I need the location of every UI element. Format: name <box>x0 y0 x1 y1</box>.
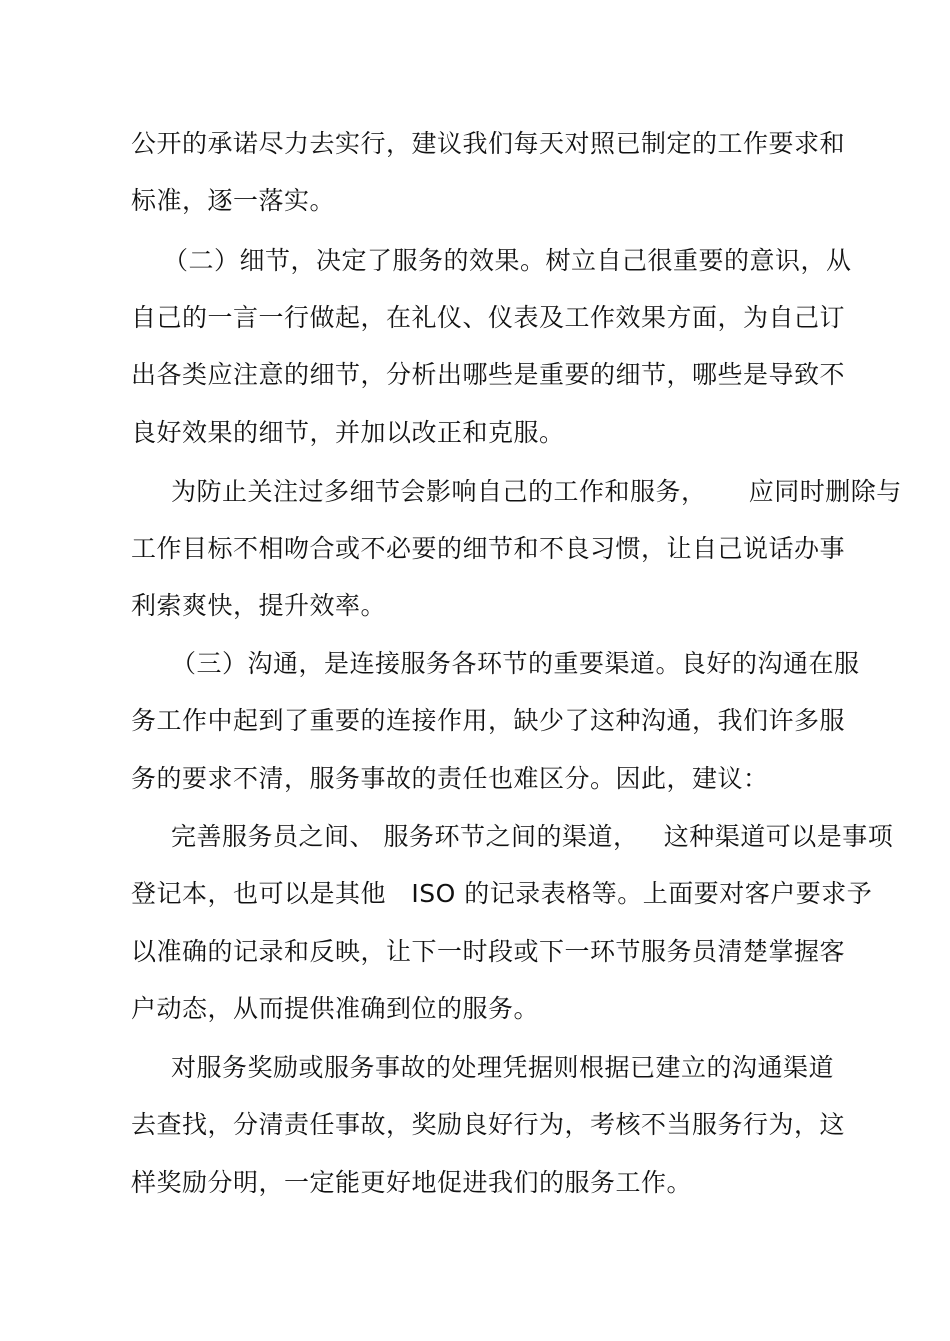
text-line: 样奖励分明，一定能更好地促进我们的服务工作。 <box>131 1168 693 1197</box>
text-line: 务的要求不清，服务事故的责任也难区分。因此，建议： <box>131 764 769 793</box>
text-line: 出各类应注意的细节，分析出哪些是重要的细节，哪些是导致不 <box>131 360 846 389</box>
text-line: 登记本，也可以是其他 ISO 的记录表格等。上面要对客户要求予 <box>131 879 873 908</box>
text-line: 去查找，分清责任事故，奖励良好行为，考核不当服务行为，这 <box>131 1110 846 1139</box>
text-line: 务工作中起到了重要的连接作用，缺少了这种沟通，我们许多服 <box>131 706 846 735</box>
text-line: 自己的一言一行做起，在礼仪、仪表及工作效果方面，为自己订 <box>131 303 846 332</box>
section-heading: （三）沟通，是连接服务各环节的重要渠道。良好的沟通在服 <box>171 649 860 678</box>
text-line: 户动态，从而提供准确到位的服务。 <box>131 994 540 1023</box>
text-line: 标准，逐一落实。 <box>131 186 336 215</box>
text-line: 工作目标不相吻合或不必要的细节和不良习惯，让自己说话办事 <box>131 534 846 563</box>
text-line: 以准确的记录和反映，让下一时段或下一环节服务员清楚掌握客 <box>131 937 846 966</box>
text-line: 对服务奖励或服务事故的处理凭据则根据已建立的沟通渠道 <box>171 1053 835 1082</box>
section-heading: （二）细节，决定了服务的效果。树立自己很重要的意识，从 <box>163 246 852 275</box>
text-line: 为防止关注过多细节会影响自己的工作和服务， 应同时删除与 <box>171 477 902 506</box>
text-line: 完善服务员之间、 服务环节之间的渠道， 这种渠道可以是事项 <box>171 822 894 851</box>
text-line: 公开的承诺尽力去实行，建议我们每天对照已制定的工作要求和 <box>131 129 846 158</box>
text-line: 良好效果的细节，并加以改正和克服。 <box>131 418 565 447</box>
text-line: 利索爽快，提升效率。 <box>131 591 387 620</box>
